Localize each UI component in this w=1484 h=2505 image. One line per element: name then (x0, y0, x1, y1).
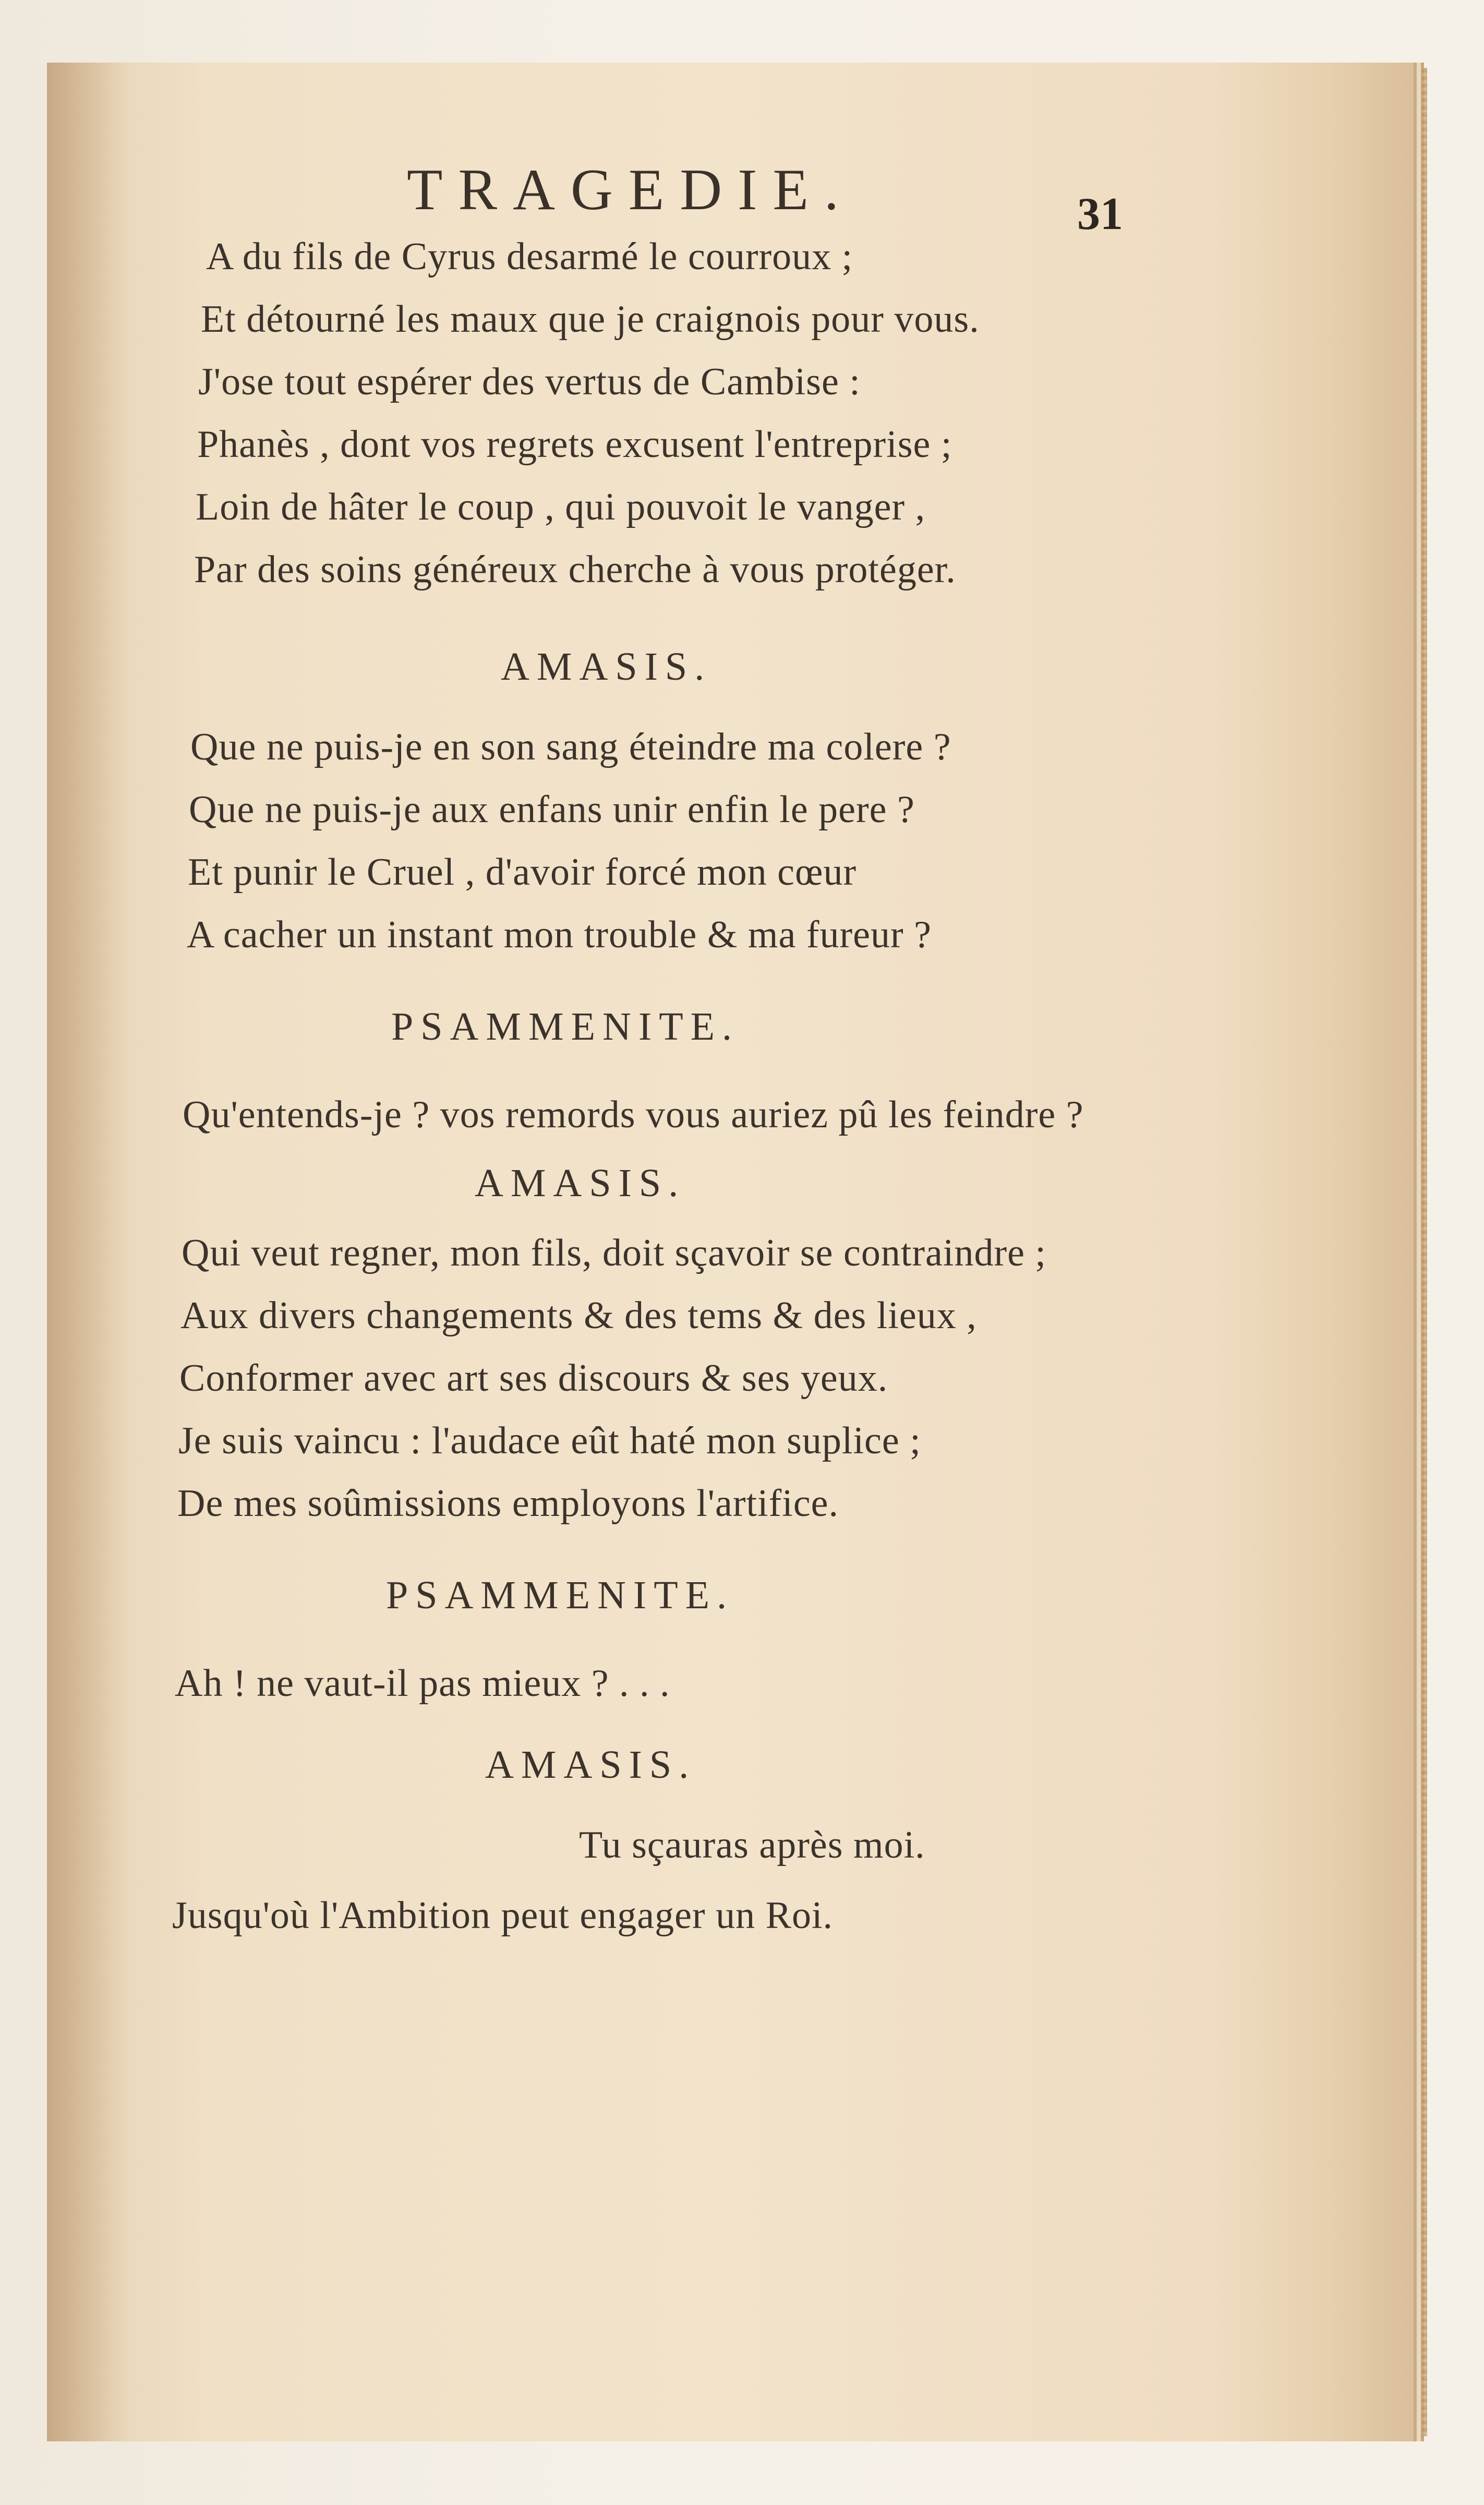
speaker-name: PSAMMENITE. (386, 1573, 734, 1617)
gutter-shadow (47, 63, 130, 2441)
verse-line: Tu sçauras après moi. (579, 1824, 925, 1866)
verse-line: Jusqu'où l'Ambition peut engager un Roi. (172, 1894, 833, 1937)
verse-line: Qui veut regner, mon fils, doit sçavoir se contraindre ; (182, 1232, 1046, 1274)
speaker-name: AMASIS. (475, 1161, 686, 1205)
running-head: TRAGEDIE. (407, 158, 854, 222)
verse-line: Que ne puis-je en son sang éteindre ma colere ? (190, 726, 951, 768)
verse-line: De mes soûmissions employons l'artifice. (177, 1482, 839, 1525)
verse-line: Ah ! ne vaut-il pas mieux ? . . . (175, 1662, 670, 1705)
verse-line: Par des soins généreux cherche à vous protéger. (194, 548, 956, 591)
speaker-name: AMASIS. (485, 1743, 696, 1787)
verse-line: Conformer avec art ses discours & ses yeux. (179, 1357, 888, 1400)
verse-line: Aux divers changements & des tems & des lieux , (180, 1294, 977, 1337)
verse-line: A du fils de Cyrus desarmé le courroux ; (206, 235, 853, 278)
verse-line: Et détourné les maux que je craignois pour vous. (201, 298, 980, 341)
verse-line: Je suis vaincu : l'audace eût haté mon suplice ; (178, 1419, 921, 1462)
verse-line: Qu'entends-je ? vos remords vous auriez pû les feindre ? (183, 1093, 1084, 1136)
verse-line: Loin de hâter le coup , qui pouvoit le vanger , (196, 486, 926, 528)
verse-line: J'ose tout espérer des vertus de Cambise : (198, 360, 861, 403)
page-edge (1422, 68, 1427, 2436)
verse-line: Et punir le Cruel , d'avoir forcé mon cœur (188, 851, 857, 894)
verse-line: Que ne puis-je aux enfans unir enfin le pere ? (189, 788, 915, 831)
speaker-name: AMASIS. (501, 645, 712, 689)
book-page (47, 63, 1414, 2441)
verse-line: Phanès , dont vos regrets excusent l'entreprise ; (197, 423, 952, 466)
page-number: 31 (1077, 189, 1123, 239)
speaker-name: PSAMMENITE. (391, 1005, 740, 1049)
verse-line: A cacher un instant mon trouble & ma fureur ? (187, 913, 932, 956)
